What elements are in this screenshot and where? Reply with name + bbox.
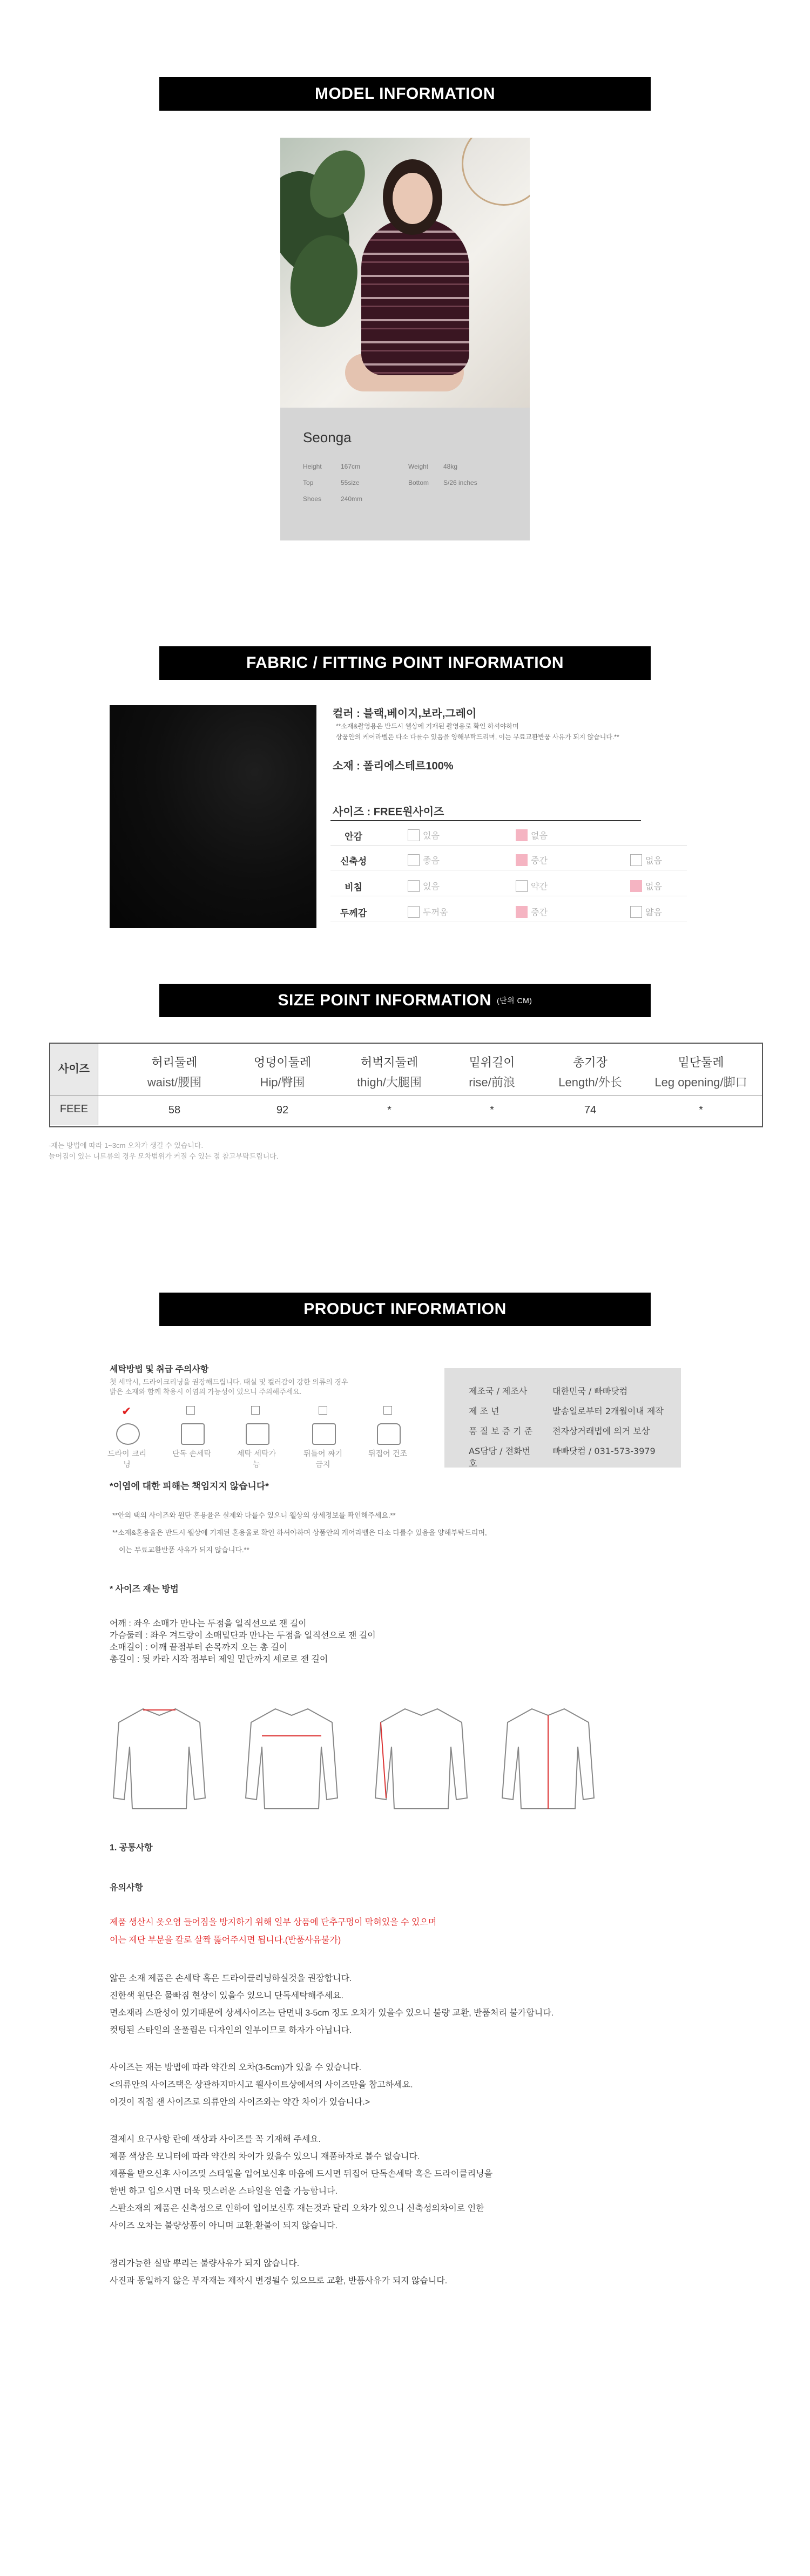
notice-line: 스판소재의 제품은 신축성으로 인하여 입어보신후 재는것과 달리 오차가 있으니 신축성의차이로 인한 — [110, 2204, 484, 2213]
no-wring-icon — [312, 1423, 336, 1445]
product-info-box — [444, 1368, 681, 1468]
option-label: 없음 — [645, 881, 662, 891]
notice-line: 얇은 소재 제품은 손세탁 혹은 드라이클리닝하실것을 권장합니다. — [110, 1974, 352, 1983]
info-key: 품 질 보 증 기 준 — [469, 1426, 533, 1436]
shirt-chest-diagram — [243, 1703, 340, 1811]
fitting-row — [330, 874, 687, 896]
info-key: AS담당 / 전화번호 — [469, 1446, 530, 1469]
section-banner-size — [159, 984, 651, 1017]
fitting-option[interactable] — [516, 854, 548, 866]
option-label: 좋음 — [423, 855, 440, 866]
banner-title: FABRIC / FITTING POINT INFORMATION — [246, 654, 564, 672]
fitting-row-label: 안감 — [345, 831, 362, 842]
option-label: 약간 — [531, 881, 548, 891]
info-value: 전자상거래법에 의거 보상 — [552, 1426, 650, 1436]
shirt-sleeve-diagram — [373, 1703, 470, 1811]
checkbox[interactable] — [630, 854, 642, 866]
model-dress — [361, 219, 469, 375]
spec-value: 167cm — [341, 463, 361, 470]
measure-line: 총길이 : 뒷 카라 시작 점부터 제일 밑단까지 세로로 잰 길이 — [110, 1655, 328, 1664]
checkbox-checked[interactable] — [516, 906, 528, 918]
model-name: Seonga — [303, 429, 352, 445]
spec-label: Top — [303, 479, 314, 486]
disclaimer-line: 이는 무료교환반품 사유가 되지 않습니다.** — [119, 1546, 249, 1554]
size-table-corner: 사이즈 — [58, 1063, 90, 1075]
spec-label: Weight — [408, 463, 429, 470]
cell-value: * — [699, 1104, 703, 1116]
measure-line: 가슴둘레 : 좌우 겨드랑이 소매밑단과 만나는 두점을 일직선으로 잰 길이 — [110, 1631, 376, 1640]
option-label: 중간 — [531, 907, 548, 917]
option-label: 두꺼움 — [423, 907, 448, 917]
option-label: 있음 — [423, 830, 440, 841]
info-key: 제조국 / 제조사 — [469, 1386, 528, 1396]
size-col — [338, 1044, 441, 1090]
fitting-row — [330, 823, 687, 846]
fitting-option[interactable] — [516, 880, 548, 892]
fabric-swatch-image — [110, 705, 316, 928]
checkbox[interactable] — [408, 829, 420, 841]
notice-line: 진한색 원단은 물빠짐 현상이 있을수 있으니 단독세탁해주세요. — [110, 1991, 343, 2000]
option-label: 중간 — [531, 855, 548, 866]
size-cell — [650, 1104, 752, 1117]
disclaimer-line: **안의 택의 사이즈와 원단 혼용율은 실제와 다를수 있으니 웰상의 상세정보를 확인해주세요.** — [112, 1511, 396, 1519]
notice-line: <의류안의 사이즈택은 상관하지마시고 웰사이트상에서의 사이즈만을 참고하세요. — [110, 2080, 413, 2090]
fabric-material: 소재 : 폴리에스테르100% — [333, 760, 454, 772]
col-subheader: waist/腰围 — [147, 1076, 202, 1089]
col-header: 엉덩이둘레 — [253, 1056, 312, 1069]
col-subheader: thigh/大腿围 — [357, 1076, 422, 1089]
notice-line: 컷팅된 스타일의 올풀림은 디자인의 일부이므로 하자가 아닙니다. — [110, 2026, 352, 2035]
banner-unit: (단위 CM) — [496, 996, 532, 1005]
banner-title: MODEL INFORMATION — [314, 85, 496, 103]
option-label: 있음 — [423, 881, 440, 891]
info-value: 대한민국 / 빠빠닷컴 — [552, 1386, 628, 1396]
hand-wash-icon — [181, 1423, 205, 1445]
checkbox-checked[interactable] — [516, 829, 528, 841]
info-value: 빠빠닷컴 / 031-573-3979 — [552, 1446, 656, 1456]
wash-title: 세탁방법 및 취급 주의사항 — [110, 1365, 209, 1374]
notice-line: 사이즈는 재는 방법에 따라 약간의 오차(3-5cm)가 있을 수 있습니다. — [110, 2063, 362, 2072]
size-col — [231, 1044, 334, 1090]
checkbox[interactable] — [408, 854, 420, 866]
checkbox-icon — [383, 1406, 392, 1415]
divider — [330, 820, 641, 821]
notice-line: 결제시 요구사항 란에 색상과 사이즈를 꼭 기재해 주세요. — [110, 2135, 321, 2144]
wash-icon-label: 단독 손세탁 — [172, 1450, 212, 1458]
checkbox-checked[interactable] — [516, 854, 528, 866]
col-header: 밑위길이 — [469, 1056, 515, 1069]
size-cell — [441, 1104, 543, 1117]
col-subheader: rise/前浪 — [469, 1076, 515, 1089]
fitting-option[interactable] — [516, 905, 548, 918]
size-cell — [123, 1104, 226, 1117]
col-header: 밑단둘레 — [678, 1056, 724, 1069]
notice-title: 유의사항 — [110, 1883, 143, 1892]
notice-line: 이것이 직접 잰 사이즈로 의류안의 사이즈와는 약간 차이가 있습니다.> — [110, 2098, 370, 2107]
option-label: 없음 — [645, 855, 662, 866]
checkbox-checked[interactable] — [630, 880, 642, 892]
fabric-color: 컬러 : 블랙,베이지,보라,그레이 — [333, 708, 477, 720]
shirt-length-diagram — [500, 1703, 597, 1811]
common-title: 1. 공통사항 — [110, 1843, 153, 1852]
section-banner-fabric — [159, 646, 651, 680]
model-face — [393, 173, 433, 224]
spec-value: 55size — [341, 479, 360, 486]
spec-value: S/26 inches — [443, 479, 477, 486]
size-cell — [539, 1104, 642, 1117]
banner-title: PRODUCT INFORMATION — [303, 1300, 507, 1318]
checkbox[interactable] — [630, 906, 642, 918]
fitting-option[interactable] — [630, 905, 662, 918]
cell-value: 74 — [584, 1104, 597, 1116]
check-mark-icon: ✔ — [122, 1405, 132, 1418]
machine-wash-icon — [246, 1423, 269, 1445]
size-note: -재는 방법에 따라 1~3cm 오차가 생길 수 있습니다. — [49, 1141, 204, 1150]
wash-icon-label: 세탁 세탁가능 — [237, 1450, 276, 1469]
fitting-option[interactable] — [630, 854, 662, 866]
notice-line: 제품 색상은 모니터에 따라 약간의 차이가 있을수 있으니 재품하자로 볼수 없습니다. — [110, 2152, 420, 2161]
size-row-label: FEEE — [59, 1103, 89, 1115]
fitting-option[interactable] — [408, 880, 440, 892]
col-header: 허리둘레 — [151, 1056, 198, 1069]
banner-title: SIZE POINT INFORMATION — [278, 991, 491, 1009]
checkbox-icon — [319, 1406, 327, 1415]
fitting-option[interactable] — [408, 829, 440, 841]
fitting-row — [330, 848, 687, 870]
wash-icon-label: 뒤틀어 짜기금지 — [303, 1450, 343, 1469]
checkbox-icon — [251, 1406, 260, 1415]
cell-value: * — [490, 1104, 494, 1116]
notice-line: 제품을 받으신후 사이즈및 스타일을 입어보신후 마음에 드시면 뒤집어 단독손세탁 혹은 드라이클리닝을 — [110, 2169, 493, 2179]
size-col — [123, 1044, 226, 1090]
wash-icon-label: 뒤집어 건조 — [368, 1450, 408, 1458]
fitting-option[interactable] — [630, 880, 662, 892]
col-header: 허벅지둘레 — [360, 1056, 418, 1069]
disclaimer-line: **소재&혼용율은 반드시 웰상에 기재된 혼용율로 확인 하셔야하며 상품안의 케어라벨은 다소 다를수 있음을 양해부탁드리며, — [112, 1529, 487, 1537]
cell-value: * — [387, 1104, 392, 1116]
notice-line: 면소재라 스판성이 있기때문에 상세사이즈는 단면내 3-5cm 정도 오차가 있을수 있으니 불량 교환, 반품처리 불가합니다. — [110, 2009, 554, 2018]
fabric-note: 상품안의 케어라벨은 다소 다를수 있음을 양해부탁드리며, 이는 무료교환반품 사유가 되지 않습니다.** — [336, 733, 619, 741]
inside-out-dry-icon — [377, 1423, 401, 1445]
notice-red: 제품 생산시 옷오염 들어짐을 방지하기 위해 일부 상품에 단추구멍이 막혀있을 수 있으며 — [110, 1918, 437, 1927]
spec-value: 240mm — [341, 495, 363, 503]
notice-line: 정리가능한 실밥 뿌리는 불량사유가 되지 않습니다. — [110, 2259, 300, 2268]
cell-value: 92 — [276, 1104, 289, 1116]
info-key: 제 조 년 — [469, 1406, 500, 1416]
checkbox-icon — [186, 1406, 195, 1415]
fabric-size-title: 사이즈 : FREE원사이즈 — [333, 806, 444, 818]
fitting-row-label: 두께감 — [340, 908, 367, 919]
fitting-option[interactable] — [408, 854, 440, 866]
model-photo — [280, 138, 530, 408]
measure-line: 어깨 : 좌우 소매가 만나는 두점을 일직선으로 잰 길이 — [110, 1619, 307, 1628]
wash-desc: 첫 세탁시, 드라이크리닝을 권장해드립니다. 때실 및 컬러감이 강한 의류의 경우 — [110, 1378, 348, 1386]
size-note: 늘어짐이 있는 니트류의 경우 모차범위가 커질 수 있는 점 참고부탁드립니다. — [49, 1152, 279, 1160]
fitting-row-label: 비침 — [345, 882, 362, 893]
fitting-row — [330, 900, 687, 922]
section-banner-product — [159, 1293, 651, 1326]
fabric-note: **소재&촬영용은 반드시 웰상에 기재된 촬영용로 확인 하셔야하며 — [336, 722, 519, 730]
mirror-frame — [462, 138, 530, 206]
notice-line: 한번 하고 입으시면 더욱 멋스러운 스타일을 연출 가능합니다. — [110, 2187, 338, 2196]
section-banner-model — [159, 77, 651, 111]
dry-clean-icon — [116, 1423, 140, 1445]
notice-line: 사이즈 오차는 불량상품이 아니며 교환,환불이 되지 않습니다. — [110, 2221, 338, 2230]
size-cell — [338, 1104, 441, 1117]
checkbox[interactable] — [408, 906, 420, 918]
checkbox[interactable] — [408, 880, 420, 892]
fitting-row-label: 신축성 — [340, 856, 367, 867]
spec-label: Bottom — [408, 479, 429, 486]
spec-label: Shoes — [303, 495, 322, 503]
col-header: 총기장 — [573, 1056, 608, 1069]
size-cell — [231, 1104, 334, 1117]
wash-desc: 밝은 소재와 함께 착용시 이염의 가능성이 있으니 주의해주세요. — [110, 1388, 302, 1396]
info-value: 발송일로부터 2개월이내 제작 — [552, 1406, 664, 1416]
cell-value: 58 — [168, 1104, 181, 1116]
col-subheader: Leg opening/脚口 — [654, 1076, 747, 1089]
fitting-option[interactable] — [516, 829, 548, 841]
option-label: 없음 — [531, 830, 548, 841]
shirt-shoulder-diagram — [111, 1703, 208, 1811]
checkbox[interactable] — [516, 880, 528, 892]
measure-title: * 사이즈 재는 방법 — [110, 1585, 179, 1594]
notice-line: 사진과 동일하지 않은 부자재는 제작시 변경될수 있으므로 교환, 반품사유가 되지 않습니다. — [110, 2276, 448, 2286]
col-subheader: Hip/臀围 — [260, 1076, 305, 1089]
wash-icon-label: 드라이 크리닝 — [107, 1450, 147, 1469]
size-col — [441, 1044, 543, 1090]
size-col — [539, 1044, 642, 1090]
spec-label: Height — [303, 463, 322, 470]
fitting-option[interactable] — [408, 905, 448, 918]
measure-line: 소매길이 : 어깨 끝점부터 손목까지 오는 총 길이 — [110, 1643, 288, 1652]
col-subheader: Length/外长 — [558, 1076, 622, 1089]
option-label: 얇음 — [645, 907, 662, 917]
model-card — [280, 138, 530, 540]
spec-value: 48kg — [443, 463, 458, 470]
notice-red: 이는 제단 부분을 칼로 살짝 뚫어주시면 됩니다.(반품사유불가) — [110, 1936, 341, 1945]
size-col — [650, 1044, 752, 1090]
size-table — [49, 1043, 763, 1127]
disclaimer: *이염에 대한 피해는 책임지지 않습니다* — [110, 1481, 269, 1491]
